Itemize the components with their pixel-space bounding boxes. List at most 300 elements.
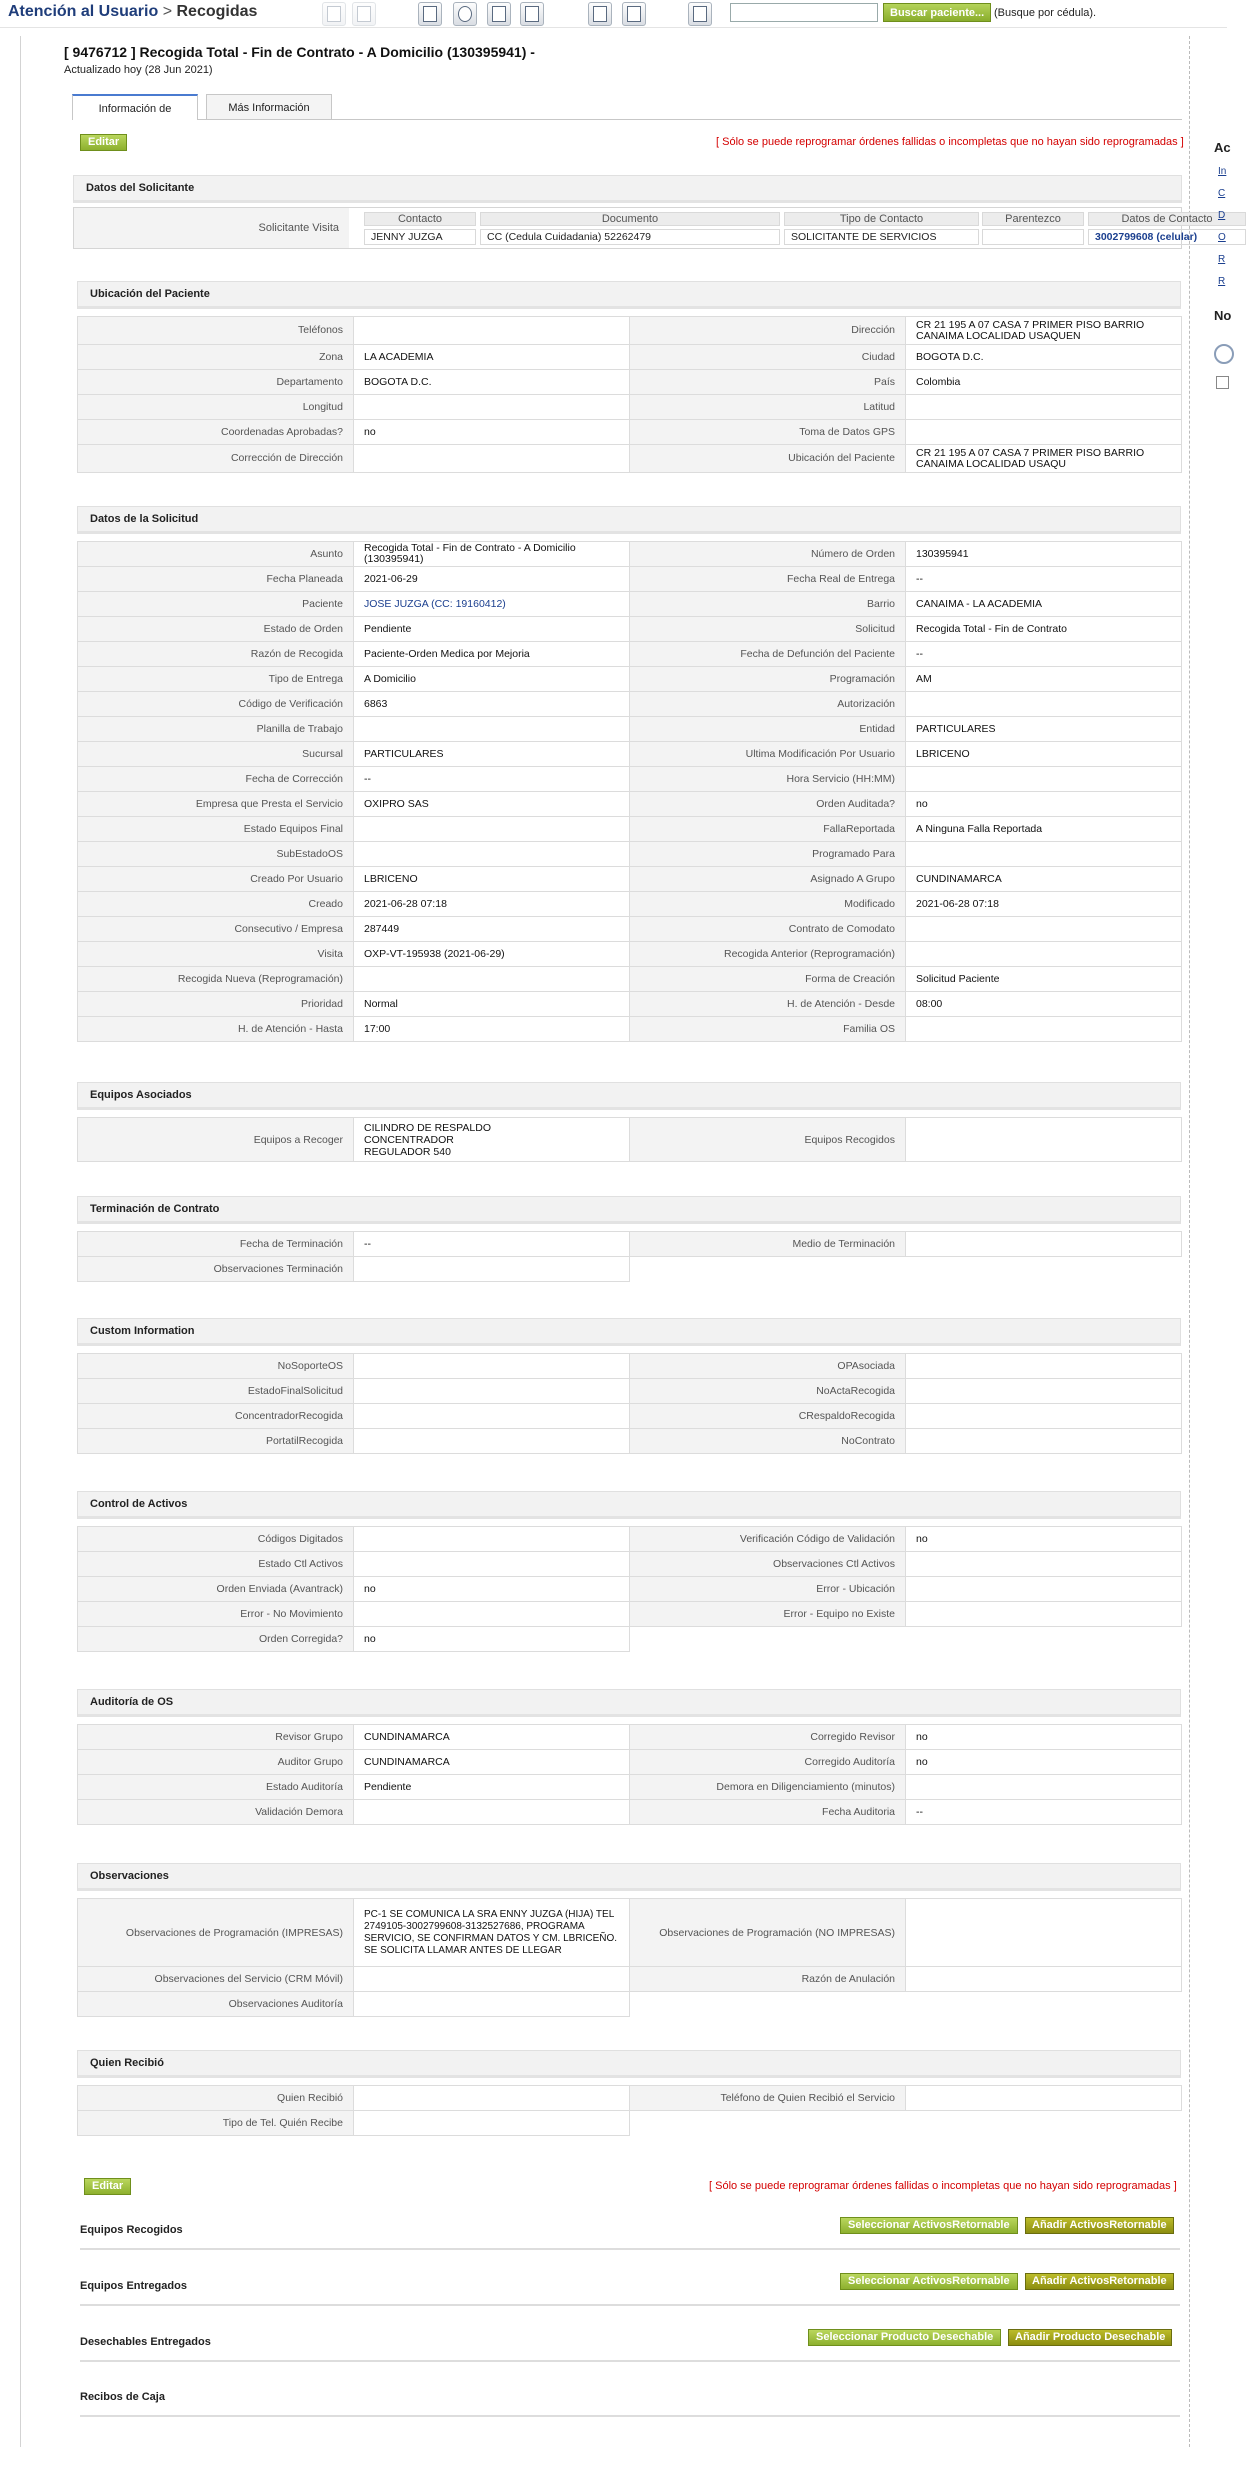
right-panel-link[interactable]: R [1218, 254, 1226, 265]
right-panel-link[interactable]: R [1218, 276, 1226, 287]
request-row [78, 817, 1182, 842]
custom-label: ConcentradorRecogida [78, 1404, 354, 1429]
assets-row [78, 1552, 1182, 1577]
receiver-label: Tipo de Tel. Quién Recibe [78, 2111, 354, 2136]
request-value: Recogida Total - Fin de Contrato - A Domicilio (130395941) [354, 542, 630, 567]
request-label: Prioridad [78, 992, 354, 1017]
request-value: Normal [354, 992, 630, 1017]
assets-row [78, 1527, 1182, 1552]
assets-label: Error - No Movimiento [78, 1602, 354, 1627]
custom-label: EstadoFinalSolicitud [78, 1379, 354, 1404]
request-value: Recogida Total - Fin de Contrato [906, 617, 1182, 642]
search-patient-button[interactable]: Buscar paciente... [883, 3, 991, 22]
tab-more-info[interactable]: Más Información [206, 94, 332, 120]
nonprinted-notes-label: Observaciones de Programación (NO IMPRESAS) [630, 1899, 906, 1967]
termination-row [78, 1257, 1182, 1282]
request-row [78, 642, 1182, 667]
custom-label: NoSoporteOS [78, 1354, 354, 1379]
request-label: SubEstadoOS [78, 842, 354, 867]
termination-label: Medio de Terminación [630, 1232, 906, 1257]
toolbar-clock-icon[interactable] [453, 2, 477, 26]
location-label: Ubicación del Paciente [630, 445, 906, 473]
request-row [78, 1017, 1182, 1042]
request-value: OXP-VT-195938 (2021-06-29) [354, 942, 630, 967]
notes-label: Razón de Anulación [630, 1967, 906, 1992]
notes-label: Observaciones Auditoría [78, 1992, 354, 2017]
request-label: Programación [630, 667, 906, 692]
request-label: Recogida Nueva (Reprogramación) [78, 967, 354, 992]
toolbar-download-icon[interactable] [588, 2, 612, 26]
section-location: Ubicación del Paciente [77, 281, 1181, 309]
assets-label: Códigos Digitados [78, 1527, 354, 1552]
assets-label: Estado Ctl Activos [78, 1552, 354, 1577]
assets-value [906, 1552, 1182, 1577]
location-label: Toma de Datos GPS [630, 420, 906, 445]
assets-label: Observaciones Ctl Activos [630, 1552, 906, 1577]
custom-value [906, 1429, 1182, 1454]
request-label: Empresa que Presta el Servicio [78, 792, 354, 817]
request-grid [77, 541, 1182, 1042]
toolbar-add-document-icon[interactable] [622, 2, 646, 26]
toolbar-monitor-icon[interactable] [688, 2, 712, 26]
termination-label: Observaciones Terminación [78, 1257, 354, 1282]
audit-value: CUNDINAMARCA [354, 1750, 630, 1775]
equipment-collected-value [906, 1118, 1182, 1162]
receiver-value [354, 2086, 630, 2111]
request-value: CANAIMA - LA ACADEMIA [906, 592, 1182, 617]
location-grid [77, 316, 1182, 473]
request-value: A Domicilio [354, 667, 630, 692]
request-label: Creado Por Usuario [78, 867, 354, 892]
request-label: Recogida Anterior (Reprogramación) [630, 942, 906, 967]
toolbar-calendar-icon[interactable] [418, 2, 442, 26]
custom-value [354, 1404, 630, 1429]
right-panel-radio[interactable] [1214, 344, 1234, 364]
request-label: Consecutivo / Empresa [78, 917, 354, 942]
applicant-contact-data: 3002799608 (celular) [1088, 229, 1246, 245]
printed-notes-value: PC-1 SE COMUNICA LA SRA ENNY JUZGA (HIJA) TEL 2749105-3002799608-3132527686, PROGRAMA SERVICIO, SE CONFIRMAN DATOS Y CM. LBRICEÑO. SE SOLICITA LLAMAR ANTES DE LLEGAR [354, 1899, 630, 1967]
top-toolbar [0, 0, 1227, 28]
termination-value: -- [354, 1232, 630, 1257]
notes-label: Observaciones del Servicio (CRM Móvil) [78, 1967, 354, 1992]
receipts-title: Recibos de Caja [80, 2391, 165, 2403]
empty-cell [906, 1627, 1182, 1652]
request-value: 08:00 [906, 992, 1182, 1017]
request-row [78, 867, 1182, 892]
request-row [78, 692, 1182, 717]
toolbar-checklist-icon[interactable] [520, 2, 544, 26]
applicant-header-contact: Contacto [364, 212, 476, 226]
assets-value: no [906, 1527, 1182, 1552]
right-panel-heading-notes: No [1214, 308, 1232, 323]
page-title: [ 9476712 ] Recogida Total - Fin de Contrato - A Domicilio (130395941) - [64, 44, 535, 60]
section-custom: Custom Information [77, 1318, 1181, 1346]
custom-label: CRespaldoRecogida [630, 1404, 906, 1429]
request-row [78, 792, 1182, 817]
termination-grid [77, 1231, 1182, 1282]
request-row [78, 992, 1182, 1017]
request-value [354, 717, 630, 742]
request-value: 130395941 [906, 542, 1182, 567]
request-value: PARTICULARES [906, 717, 1182, 742]
request-label: Autorización [630, 692, 906, 717]
assets-row [78, 1577, 1182, 1602]
request-label: Número de Orden [630, 542, 906, 567]
assets-label: Verificación Código de Validación [630, 1527, 906, 1552]
request-label: H. de Atención - Hasta [78, 1017, 354, 1042]
request-value: AM [906, 667, 1182, 692]
request-label: Hora Servicio (HH:MM) [630, 767, 906, 792]
request-value: 2021-06-28 07:18 [906, 892, 1182, 917]
custom-row [78, 1429, 1182, 1454]
location-value: Colombia [906, 370, 1182, 395]
audit-value: -- [906, 1800, 1182, 1825]
assets-value: no [354, 1627, 630, 1652]
location-label: Latitud [630, 395, 906, 420]
custom-value [354, 1429, 630, 1454]
request-row [78, 842, 1182, 867]
add-delivered-assets-button[interactable]: Añadir ActivosRetornable [1025, 2273, 1174, 2290]
request-value: 2021-06-28 07:18 [354, 892, 630, 917]
request-label: Forma de Creación [630, 967, 906, 992]
audit-value: no [906, 1725, 1182, 1750]
assets-label: Error - Equipo no Existe [630, 1602, 906, 1627]
request-label: Fecha Planeada [78, 567, 354, 592]
reprogram-warning-bottom: [ Sólo se puede reprogramar órdenes fallidas o incompletas que no hayan sido reprogramadas ] [709, 2180, 1177, 2192]
location-row [78, 420, 1182, 445]
assets-label: Error - Ubicación [630, 1577, 906, 1602]
request-label: Estado Equipos Final [78, 817, 354, 842]
receiver-value [354, 2111, 630, 2136]
breadcrumb-root[interactable]: Atención al Usuario [8, 3, 159, 20]
request-label: Fecha de Corrección [78, 767, 354, 792]
request-label: Orden Auditada? [630, 792, 906, 817]
right-panel-link[interactable]: D [1218, 210, 1226, 221]
request-row [78, 667, 1182, 692]
custom-label: NoContrato [630, 1429, 906, 1454]
tab-divider [72, 119, 1182, 120]
equipment-to-collect-label: Equipos a Recoger [78, 1118, 354, 1162]
toolbar-print-icon[interactable] [322, 2, 346, 26]
assets-value [906, 1602, 1182, 1627]
collected-equipment-section [80, 2220, 1180, 2250]
request-label: Fecha Real de Entrega [630, 567, 906, 592]
request-value: A Ninguna Falla Reportada [906, 817, 1182, 842]
request-value: OXIPRO SAS [354, 792, 630, 817]
audit-grid [77, 1724, 1182, 1825]
request-label: Planilla de Trabajo [78, 717, 354, 742]
request-value: JOSE JUZGA (CC: 19160412) [354, 592, 630, 617]
location-label: Zona [78, 345, 354, 370]
right-panel-link[interactable]: C [1218, 188, 1226, 199]
audit-row [78, 1725, 1182, 1750]
applicant-contact-type: SOLICITANTE DE SERVICIOS [784, 229, 979, 245]
location-label: Longitud [78, 395, 354, 420]
equipment-to-collect-value [354, 1118, 630, 1162]
request-value: 17:00 [354, 1017, 630, 1042]
request-value: LBRICENO [906, 742, 1182, 767]
location-value [354, 317, 630, 345]
reprogram-warning-top: [ Sólo se puede reprogramar órdenes fallidas o incompletas que no hayan sido reprogramadas ] [716, 136, 1184, 148]
notes-grid [77, 1898, 1182, 2017]
request-value: Paciente-Orden Medica por Mejoria [354, 642, 630, 667]
request-label: Modificado [630, 892, 906, 917]
request-row [78, 917, 1182, 942]
assets-value [354, 1527, 630, 1552]
audit-row [78, 1750, 1182, 1775]
notes-row [78, 1992, 1182, 2017]
audit-value [354, 1800, 630, 1825]
search-hint: (Busque por cédula). [994, 7, 1097, 19]
add-collected-assets-button[interactable]: Añadir ActivosRetornable [1025, 2217, 1174, 2234]
request-label: Contrato de Comodato [630, 917, 906, 942]
request-label: Entidad [630, 717, 906, 742]
toolbar-device-icon[interactable] [487, 2, 511, 26]
equipment-item: CONCENTRADOR [364, 1133, 454, 1146]
select-collected-assets-button[interactable]: Seleccionar ActivosRetornable [840, 2217, 1018, 2234]
assets-label: Orden Corregida? [78, 1627, 354, 1652]
edit-button-top[interactable]: Editar [80, 134, 127, 151]
assets-grid [77, 1526, 1182, 1652]
request-row [78, 892, 1182, 917]
applicant-header-contact-data: Datos de Contacto [1088, 212, 1246, 226]
toolbar-edit-icon[interactable] [352, 2, 376, 26]
empty-cell [630, 2111, 906, 2136]
audit-label: Revisor Grupo [78, 1725, 354, 1750]
audit-value: CUNDINAMARCA [354, 1725, 630, 1750]
custom-value [906, 1354, 1182, 1379]
request-value [906, 767, 1182, 792]
location-value: LA ACADEMIA [354, 345, 630, 370]
request-label: Creado [78, 892, 354, 917]
updated-date: Actualizado hoy (28 Jun 2021) [64, 64, 213, 76]
location-value: no [354, 420, 630, 445]
right-side-panel [1200, 130, 1232, 430]
right-panel-link[interactable]: In [1218, 166, 1227, 177]
receiver-row [78, 2111, 1182, 2136]
applicant-label: Solicitante Visita [74, 208, 349, 248]
equipment-grid [77, 1117, 1182, 1162]
select-disposable-button[interactable]: Seleccionar Producto Desechable [808, 2329, 1001, 2346]
printed-notes-label: Observaciones de Programación (IMPRESAS) [78, 1899, 354, 1967]
audit-value: Pendiente [354, 1775, 630, 1800]
termination-row [78, 1232, 1182, 1257]
right-panel-heading-actions: Ac [1214, 140, 1231, 155]
location-value: BOGOTA D.C. [906, 345, 1182, 370]
audit-label: Corregido Revisor [630, 1725, 906, 1750]
right-panel-checkbox[interactable] [1216, 376, 1229, 389]
assets-value: no [354, 1577, 630, 1602]
notes-value [906, 1967, 1182, 1992]
empty-cell [906, 1992, 1182, 2017]
audit-label: Demora en Diligenciamiento (minutos) [630, 1775, 906, 1800]
location-label: Departamento [78, 370, 354, 395]
audit-label: Validación Demora [78, 1800, 354, 1825]
request-value [354, 817, 630, 842]
location-label: Ciudad [630, 345, 906, 370]
equipment-item: REGULADOR 540 [364, 1145, 451, 1158]
custom-row [78, 1379, 1182, 1404]
termination-value [354, 1257, 630, 1282]
request-value [906, 842, 1182, 867]
request-label: Fecha de Defunción del Paciente [630, 642, 906, 667]
section-audit: Auditoría de OS [77, 1689, 1181, 1717]
location-value: CR 21 195 A 07 CASA 7 PRIMER PISO BARRIO CANAIMA LOCALIDAD USAQUEN [906, 317, 1182, 345]
assets-row [78, 1602, 1182, 1627]
custom-label: NoActaRecogida [630, 1379, 906, 1404]
applicant-header-contact-type: Tipo de Contacto [784, 212, 979, 226]
request-value: 6863 [354, 692, 630, 717]
add-disposable-button[interactable]: Añadir Producto Desechable [1008, 2329, 1172, 2346]
delivered-equipment-title: Equipos Entregados [80, 2280, 187, 2292]
notes-value [354, 1967, 630, 1992]
request-label: Código de Verificación [78, 692, 354, 717]
empty-cell [630, 1992, 906, 2017]
audit-label: Corregido Auditoría [630, 1750, 906, 1775]
request-label: Solicitud [630, 617, 906, 642]
request-value: PARTICULARES [354, 742, 630, 767]
request-label: Visita [78, 942, 354, 967]
location-value: CR 21 195 A 07 CASA 7 PRIMER PISO BARRIO CANAIMA LOCALIDAD USAQU [906, 445, 1182, 473]
assets-value [354, 1602, 630, 1627]
empty-cell [906, 1257, 1182, 1282]
request-label: Razón de Recogida [78, 642, 354, 667]
request-row [78, 567, 1182, 592]
location-value [906, 395, 1182, 420]
request-label: Familia OS [630, 1017, 906, 1042]
request-label: Tipo de Entrega [78, 667, 354, 692]
location-label: Teléfonos [78, 317, 354, 345]
custom-value [906, 1379, 1182, 1404]
request-row [78, 717, 1182, 742]
custom-row [78, 1404, 1182, 1429]
location-value: BOGOTA D.C. [354, 370, 630, 395]
request-row [78, 617, 1182, 642]
select-delivered-assets-button[interactable]: Seleccionar ActivosRetornable [840, 2273, 1018, 2290]
assets-value [354, 1552, 630, 1577]
custom-grid [77, 1353, 1182, 1454]
request-row [78, 942, 1182, 967]
request-value [354, 842, 630, 867]
request-value [906, 1017, 1182, 1042]
audit-row [78, 1800, 1182, 1825]
request-label: Sucursal [78, 742, 354, 767]
request-row [78, 767, 1182, 792]
right-panel-link[interactable]: O [1218, 232, 1226, 243]
request-value: -- [906, 567, 1182, 592]
request-value: CUNDINAMARCA [906, 867, 1182, 892]
custom-row [78, 1354, 1182, 1379]
request-row [78, 967, 1182, 992]
nonprinted-notes-value [906, 1899, 1182, 1967]
breadcrumb [8, 3, 257, 21]
request-value [906, 917, 1182, 942]
location-value [354, 395, 630, 420]
audit-row [78, 1775, 1182, 1800]
receiver-grid [77, 2085, 1182, 2136]
audit-value: no [906, 1750, 1182, 1775]
assets-row [78, 1627, 1182, 1652]
request-value [906, 942, 1182, 967]
tab-info[interactable]: Información de [72, 94, 198, 120]
delivered-equipment-section [80, 2276, 1180, 2306]
assets-value [906, 1577, 1182, 1602]
request-row [78, 592, 1182, 617]
applicant-header-document: Documento [480, 212, 780, 226]
request-value: 287449 [354, 917, 630, 942]
audit-value [906, 1775, 1182, 1800]
custom-label: OPAsociada [630, 1354, 906, 1379]
breadcrumb-current: Recogidas [176, 3, 258, 20]
receiver-label: Teléfono de Quien Recibió el Servicio [630, 2086, 906, 2111]
applicant-document: CC (Cedula Cuidadania) 52262479 [480, 229, 780, 245]
section-notes: Observaciones [77, 1863, 1181, 1891]
custom-label: PortatilRecogida [78, 1429, 354, 1454]
request-value: -- [354, 767, 630, 792]
request-label: Programado Para [630, 842, 906, 867]
location-label: Dirección [630, 317, 906, 345]
receipts-section [80, 2387, 1180, 2417]
empty-cell [906, 2111, 1182, 2136]
section-request: Datos de la Solicitud [77, 506, 1181, 534]
location-value [906, 420, 1182, 445]
receiver-row [78, 2086, 1182, 2111]
breadcrumb-separator: > [162, 3, 173, 20]
search-input[interactable] [730, 3, 878, 22]
applicant-header-relationship: Parentezco [982, 212, 1084, 226]
request-row [78, 542, 1182, 567]
location-label: Corrección de Dirección [78, 445, 354, 473]
audit-label: Estado Auditoría [78, 1775, 354, 1800]
applicant-contact: JENNY JUZGA [364, 229, 476, 245]
request-label: Estado de Orden [78, 617, 354, 642]
request-value: LBRICENO [354, 867, 630, 892]
location-label: País [630, 370, 906, 395]
disposables-section [80, 2332, 1180, 2362]
request-value [906, 692, 1182, 717]
request-label: Asignado A Grupo [630, 867, 906, 892]
section-equipment: Equipos Asociados [77, 1082, 1181, 1110]
equipment-item: CILINDRO DE RESPALDO [364, 1121, 491, 1134]
request-label: H. de Atención - Desde [630, 992, 906, 1017]
empty-cell [630, 1627, 906, 1652]
audit-label: Fecha Auditoria [630, 1800, 906, 1825]
assets-label: Orden Enviada (Avantrack) [78, 1577, 354, 1602]
request-value: no [906, 792, 1182, 817]
empty-cell [630, 1257, 906, 1282]
request-label: Paciente [78, 592, 354, 617]
location-row [78, 445, 1182, 473]
applicant-panel [73, 207, 1213, 249]
section-termination: Terminación de Contrato [77, 1196, 1181, 1224]
section-receiver: Quien Recibió [77, 2050, 1181, 2078]
collected-equipment-title: Equipos Recogidos [80, 2224, 183, 2236]
audit-label: Auditor Grupo [78, 1750, 354, 1775]
termination-value [906, 1232, 1182, 1257]
request-row [78, 742, 1182, 767]
disposables-title: Desechables Entregados [80, 2336, 211, 2348]
edit-button-bottom[interactable]: Editar [84, 2178, 131, 2195]
location-value [354, 445, 630, 473]
location-row [78, 345, 1182, 370]
notes-row [78, 1967, 1182, 1992]
location-label: Coordenadas Aprobadas? [78, 420, 354, 445]
request-value: Pendiente [354, 617, 630, 642]
custom-value [354, 1354, 630, 1379]
equipment-collected-label: Equipos Recogidos [630, 1118, 906, 1162]
location-row [78, 395, 1182, 420]
request-label: Ultima Modificación Por Usuario [630, 742, 906, 767]
